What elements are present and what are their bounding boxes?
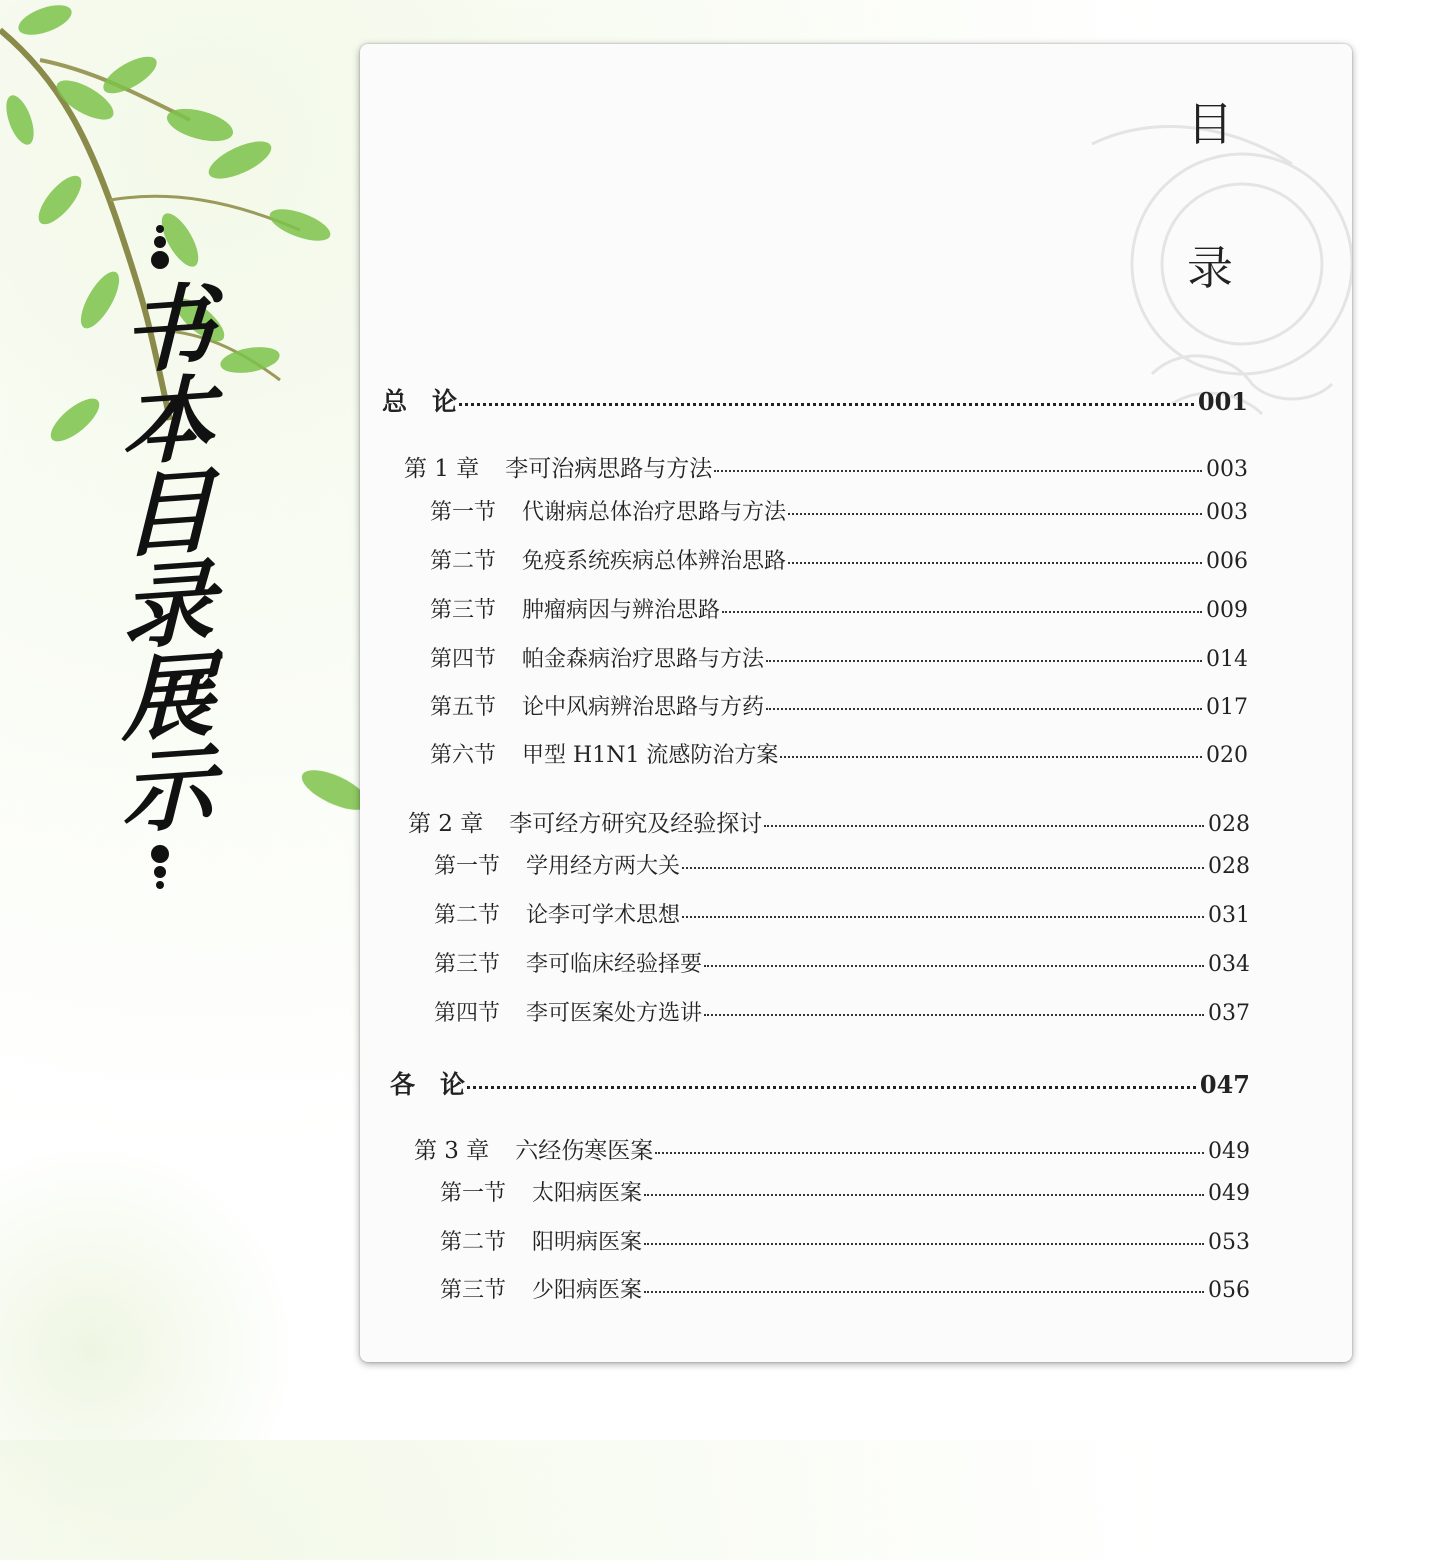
section-number: 第三节 <box>440 1278 507 1303</box>
toc-part-entry[interactable]: 总 论 001 <box>382 387 1248 416</box>
toc-section-entry[interactable] <box>430 642 1248 673</box>
toc-section-entry[interactable] <box>434 898 1250 929</box>
leader-dots <box>682 867 1204 869</box>
toc-heading-char: 目 <box>1187 97 1233 151</box>
leader-dots <box>459 403 1194 406</box>
section-number: 第一节 <box>434 854 501 879</box>
chapter-number: 第 1 章 <box>404 456 480 482</box>
section-title: 肿瘤病因与辨治思路 <box>522 598 721 623</box>
page-number: 017 <box>1206 695 1248 720</box>
leader-dots <box>780 756 1202 758</box>
toc-section-entry[interactable] <box>434 996 1250 1027</box>
page-number: 047 <box>1199 1070 1250 1099</box>
page-number: 053 <box>1208 1230 1250 1255</box>
leader-dots <box>766 660 1202 662</box>
leader-dots <box>704 1014 1204 1016</box>
section-number: 第一节 <box>430 500 497 525</box>
chapter-title: 李可经方研究及经验探讨 <box>509 811 763 837</box>
section-title: 免疫系统疾病总体辨治思路 <box>522 549 787 574</box>
leader-dots <box>644 1194 1204 1196</box>
chapter-title: 李可治病思路与方法 <box>505 456 713 482</box>
section-number: 第三节 <box>430 598 497 623</box>
table-of-contents <box>360 44 1352 1362</box>
section-title: 少阳病医案 <box>532 1278 643 1303</box>
section-title: 太阳病医案 <box>532 1181 643 1206</box>
page-number: 003 <box>1206 500 1248 525</box>
section-number: 第五节 <box>430 695 497 720</box>
chapter-title: 六经伤寒医案 <box>515 1138 654 1164</box>
leader-dots <box>704 965 1204 967</box>
section-title: 李可临床经验择要 <box>526 952 703 977</box>
page-number: 006 <box>1206 549 1248 574</box>
toc-section-entry[interactable] <box>430 738 1248 769</box>
section-number: 第二节 <box>430 549 497 574</box>
toc-section-entry[interactable] <box>430 495 1248 526</box>
toc-chapter-entry[interactable] <box>414 1132 1250 1165</box>
page-number: 028 <box>1208 812 1250 837</box>
toc-section-entry[interactable] <box>440 1225 1250 1256</box>
section-number: 第四节 <box>434 1001 501 1026</box>
page-number: 056 <box>1208 1278 1250 1303</box>
toc-section-entry[interactable] <box>430 593 1248 624</box>
page-number: 031 <box>1208 903 1250 928</box>
leader-dots <box>655 1152 1204 1154</box>
page-number: 049 <box>1208 1181 1250 1206</box>
background-glow <box>0 1140 300 1560</box>
page-number: 003 <box>1206 457 1248 482</box>
toc-section-entry[interactable] <box>430 544 1248 575</box>
section-title: 论李可学术思想 <box>526 903 681 928</box>
toc-heading-char: 录 <box>1187 241 1233 295</box>
dots-bottom-icon <box>151 845 169 889</box>
section-number: 第二节 <box>440 1230 507 1255</box>
page-number: 028 <box>1208 854 1250 879</box>
toc-chapter-entry[interactable] <box>408 805 1250 838</box>
leader-dots <box>644 1291 1204 1293</box>
dots-top-icon <box>151 225 169 269</box>
page-number: 009 <box>1206 598 1248 623</box>
page-number: 020 <box>1206 743 1248 768</box>
page-number: 001 <box>1197 387 1248 416</box>
section-number: 第二节 <box>434 903 501 928</box>
section-title: 学用经方两大关 <box>526 854 681 879</box>
section-number: 第一节 <box>440 1181 507 1206</box>
chapter-number: 第 3 章 <box>414 1138 490 1164</box>
page-number: 014 <box>1206 647 1248 672</box>
section-title: 帕金森病治疗思路与方法 <box>522 647 765 672</box>
page-number: 034 <box>1208 952 1250 977</box>
toc-section-entry[interactable] <box>430 690 1248 721</box>
section-title: 李可医案处方选讲 <box>526 1001 703 1026</box>
section-title: 甲型 H1N1 流感防治方案 <box>522 743 779 768</box>
section-title: 代谢病总体治疗思路与方法 <box>522 500 787 525</box>
leader-dots <box>766 708 1202 710</box>
page-number: 037 <box>1208 1001 1250 1026</box>
leader-dots <box>714 470 1202 472</box>
toc-section-entry[interactable] <box>434 849 1250 880</box>
page-number: 049 <box>1208 1139 1250 1164</box>
section-title: 论中风病辨治思路与方药 <box>522 695 765 720</box>
leader-dots <box>644 1243 1204 1245</box>
leader-dots <box>764 825 1204 827</box>
side-title <box>95 225 225 889</box>
toc-section-entry[interactable] <box>440 1176 1250 1207</box>
section-number: 第六节 <box>430 743 497 768</box>
leader-dots <box>788 562 1202 564</box>
section-number: 第三节 <box>434 952 501 977</box>
leader-dots <box>788 513 1202 515</box>
chapter-number: 第 2 章 <box>408 811 484 837</box>
book-page <box>360 44 1352 1362</box>
side-title-text: 书本目录展示 <box>107 277 214 837</box>
leader-dots <box>467 1086 1196 1089</box>
toc-section-entry[interactable] <box>440 1273 1250 1304</box>
leader-dots <box>722 611 1202 613</box>
leader-dots <box>682 916 1204 918</box>
toc-chapter-entry[interactable] <box>404 450 1248 483</box>
section-title: 阳明病医案 <box>532 1230 643 1255</box>
toc-part-entry[interactable]: 各 论 047 <box>390 1070 1250 1099</box>
toc-section-entry[interactable] <box>434 947 1250 978</box>
section-number: 第四节 <box>430 647 497 672</box>
